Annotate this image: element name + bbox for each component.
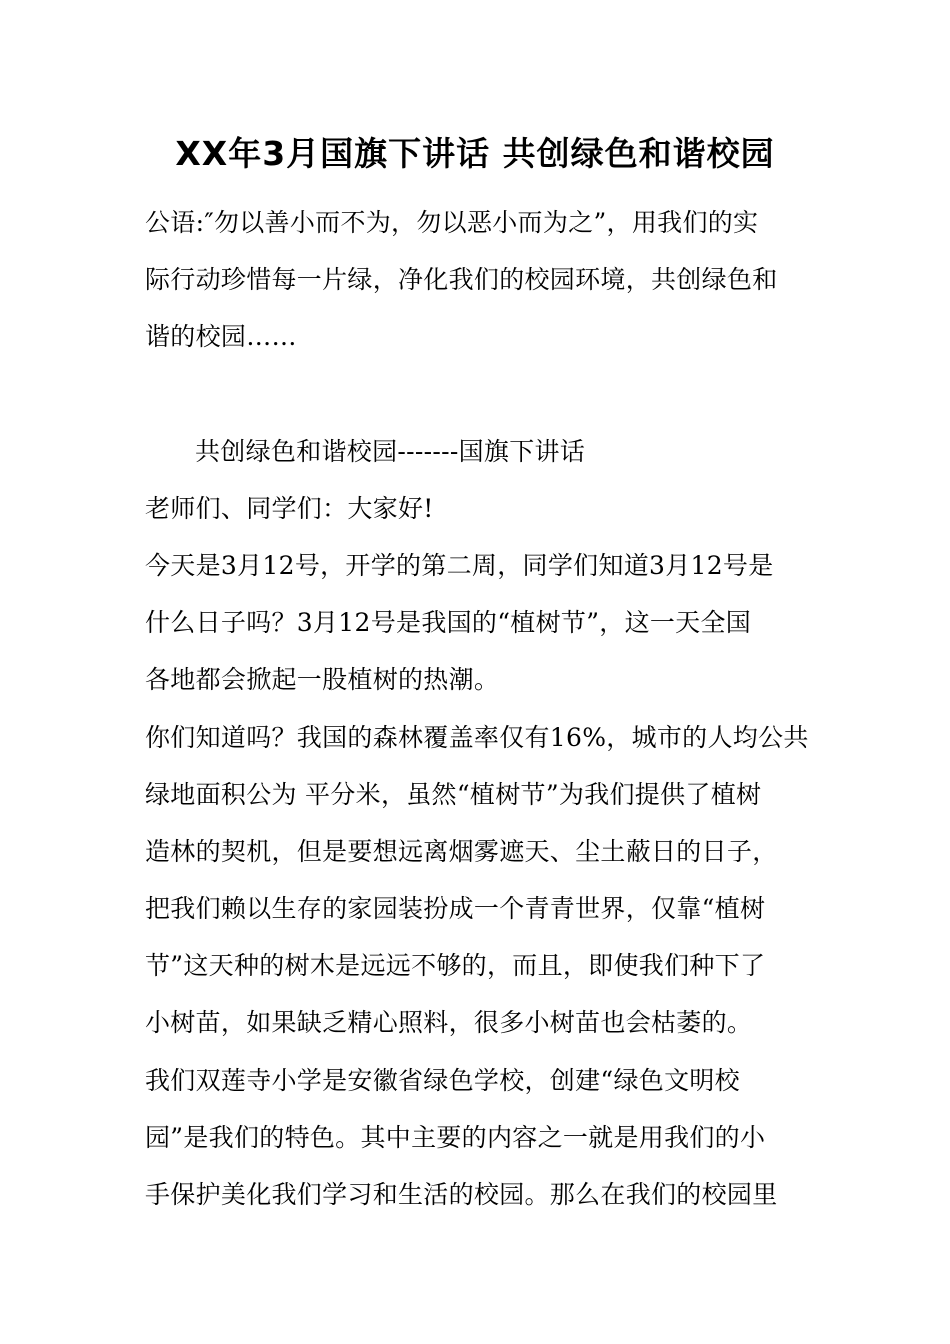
paragraph-line: 节”这天种的树木是远远不够的，而且，即使我们种下了: [145, 951, 766, 980]
intro-line: 际行动珍惜每一片绿，净化我们的校园环境，共创绿色和: [145, 265, 778, 294]
paragraph-line: 我们双莲寺小学是安徽省绿色学校，创建“绿色文明校: [145, 1066, 740, 1095]
paragraph-line: 小树苗，如果缺乏精心照料，很多小树苗也会枯萎的。: [145, 1008, 753, 1037]
intro-line: 谐的校园……: [145, 322, 297, 351]
speech-heading: [145, 423, 810, 480]
document-title: XX年3月国旗下讲话 共创绿色和谐校园: [175, 134, 775, 173]
greeting-text: 老师们、同学们：大家好!: [145, 494, 434, 523]
paragraph-line: 各地都会掀起一股植树的热潮。: [145, 665, 500, 694]
paragraph-line: 什么日子吗？3月12号是我国的“植树节”，这一天全国: [145, 608, 752, 637]
intro-line: 公语:″勿以善小而不为，勿以恶小而为之”，用我们的实: [145, 208, 759, 237]
paragraph-line: 绿地面积公为 平分米，虽然“植树节”为我们提供了植树: [145, 780, 762, 809]
paragraph-line: 手保护美化我们学习和生活的校园。那么在我们的校园里: [145, 1180, 778, 1209]
speech-heading-text: 共创绿色和谐校园-------国旗下讲话: [195, 437, 586, 466]
intro-paragraph: [145, 194, 810, 365]
paragraph-line: 你们知道吗？我国的森林覆盖率仅有16%，城市的人均公共: [145, 723, 809, 752]
paragraph-3: [145, 1052, 810, 1223]
paragraph-line: 今天是3月12号，开学的第二周，同学们知道3月12号是: [145, 551, 774, 580]
paragraph-line: 园”是我们的特色。其中主要的内容之一就是用我们的小: [145, 1123, 766, 1152]
greeting: [145, 480, 810, 537]
paragraph-line: 把我们赖以生存的家园装扮成一个青青世界，仅靠“植树: [145, 894, 766, 923]
paragraph-2: [145, 709, 810, 1051]
paragraph-1: [145, 537, 810, 708]
paragraph-line: 造林的契机，但是要想远离烟雾遮天、尘土蔽日的日子，: [145, 837, 778, 866]
